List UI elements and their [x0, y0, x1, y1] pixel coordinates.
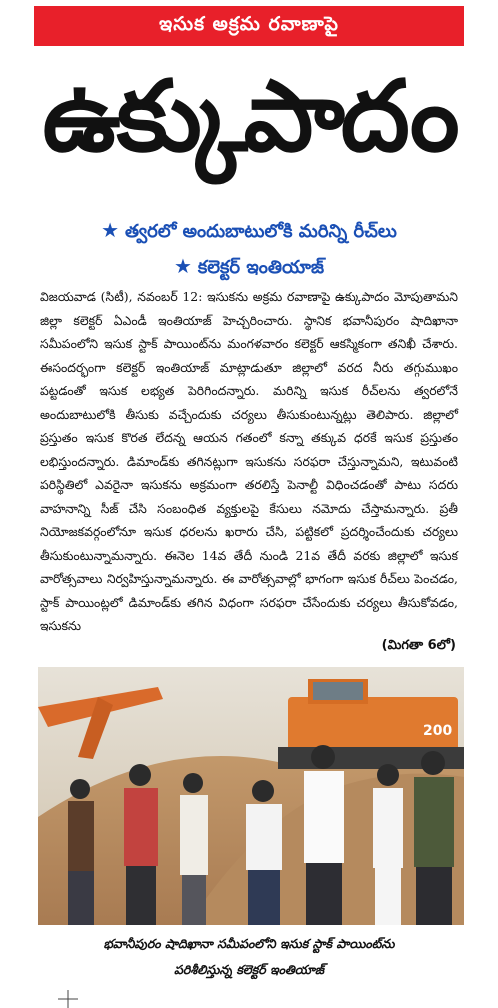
subhead-2 [0, 254, 498, 282]
continued-note: (మిగతా 6లో) [381, 638, 456, 653]
subhead-2-text: కలెక్టర్ ఇంతియాజ్ [197, 257, 325, 278]
star-icon: ★ [101, 218, 120, 242]
news-photo [38, 667, 464, 925]
subhead-1 [0, 218, 498, 246]
subhead-1-text: త్వరలో అందుబాటులోకి మరిన్ని రీచ్‌లు [125, 221, 397, 242]
kicker-banner [34, 6, 464, 46]
photo-caption-line-2: పరిశీలిస్తున్న కలెక్టర్ ఇంతియాజ్ [174, 962, 324, 977]
machine-label: 200 [423, 723, 453, 739]
photo-illustration [38, 667, 464, 925]
article-text: విజయవాడ (సిటీ), నవంబర్ 12: ఇసుకను అక్రమ రవాణాపై ఉక్కుపాదం మోపుతామని జిల్లా కలెక్టర్ ఏఎండీ ఇంతియాజ్ హెచ్చరించారు. స్థానిక భవానీపురం షాదిఖానా సమీపంలోని ఇసుక స్టాక్ పాయింట్‌ను మంగళవారం కలెక్టర్ ఆకస్మికంగా తనిఖీ చేశారు. ఈసందర్భంగా కలెక్టర్ ఇంతియాజ్ మాట్లాడుతూ జిల్లాలో వరద నీరు తగ్గుముఖం పట్టడంతో ఇసుక లభ్యత పెరిగిందన్నారు. మరిన్ని ఇసుక రీచ్‌లను త్వరలోనే అందుబాటులోకి తీసుకు వచ్చేందుకు చర్యలు తీసుకుంటున్నట్లు తెలిపారు. జిల్లాలో ప్రస్తుతం ఇసుక కొరత లేదన్న ఆయన గతంలో కన్నా తక్కువ ధరకే ఇసుక ప్రస్తుతం లభిస్తుందన్నారు. డిమాండ్‌కు తగినట్లుగా ఇసుకను సరఫరా చేస్తున్నామని, ఇటువంటి పరిస్థితిలో ఎవరైనా ఇసుకను అక్రమంగా తరలిస్తే పెనాల్టీ విధించడంతో పాటు సదరు వాహనాన్ని సీజ్ చేసి సంబంధిత వ్యక్తులపై కేసులు నమోదు చేస్తామన్నారు. ప్రతీ నియోజకవర్గంలోనూ ఇసుక ధరలను ఖరారు చేసి, పట్టికలో ప్రదర్శించేందుకు చర్యలు తీసుకుంటున్నామన్నారు. ఈనెల 14వ తేదీ నుండి 21వ తేదీ వరకు జిల్లాలో ఇసుక వారోత్సవాలు నిర్వహిస్తున్నామన్నారు. ఈ వారోత్సవాల్లో భాగంగా ఇసుక రీచ్‌లు పెంచడం, స్టాక్ పాయింట్లలో డిమాండ్‌కు తగిన విధంగా సరఫరా చేసేందుకు చర్యలు తీసుకోవడం, ఇసుకను [40, 289, 458, 633]
headline: ఉక్కుపాదం [42, 60, 456, 174]
article-body [40, 285, 458, 638]
kicker-text: ఇసుక అక్రమ రవాణాపై [159, 12, 339, 35]
crop-mark-icon [58, 990, 78, 1008]
star-icon: ★ [173, 254, 192, 278]
photo-caption-line-1: భవానీపురం షాదిఖానా సమీపంలోని ఇసుక స్టాక్ పాయింట్‌ను [103, 936, 395, 951]
